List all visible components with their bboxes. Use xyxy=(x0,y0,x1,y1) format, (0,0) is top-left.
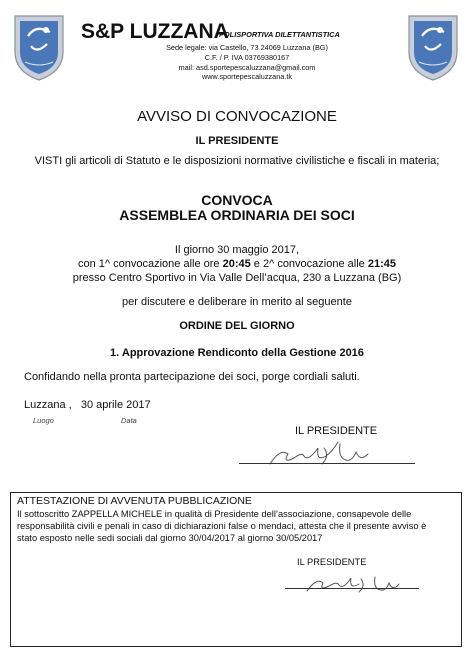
assembly-heading: ASSEMBLEA ORDINARIA DEI SOCI xyxy=(119,207,355,223)
tax-id-line: C.F. / P. IVA 03769380167 xyxy=(204,53,290,62)
attestation-line: Il sottoscritto ZAPPELLA MICHELE in qualità di Presidente dell’associazione, consapevole delle xyxy=(17,509,412,519)
agenda-heading: ORDINE DEL GIORNO xyxy=(179,320,295,332)
attestation-signature xyxy=(301,569,411,597)
signature-line xyxy=(239,463,415,464)
closing-greeting: Confidando nella pronta partecipazione dei soci, porge cordiali saluti. xyxy=(24,371,360,383)
place-label: Luogo xyxy=(33,416,54,425)
attestation-title: ATTESTAZIONE DI AVVENUTA PUBBLICAZIONE xyxy=(17,495,252,507)
attestation-signature-label: IL PRESIDENTE xyxy=(297,557,367,567)
notice-title: AVVISO DI CONVOCAZIONE xyxy=(137,108,337,125)
convocation-first-text: con 1^ convocazione alle ore xyxy=(78,258,223,270)
convoca-heading: CONVOCA xyxy=(201,192,273,208)
website-line: www.sportepescaluzzana.tk xyxy=(201,72,293,81)
address-line: Sede legale: via Castello, 73 24069 Luzzana (BG) xyxy=(166,43,328,52)
organization-subtitle: POLISPORTIVA DILETTANTISTICA xyxy=(219,30,340,39)
first-convocation-time: 20:45 xyxy=(222,258,251,270)
meeting-location: presso Centro Sportivo in Via Valle Dell’acqua, 230 a Luzzana (BG) xyxy=(72,272,402,284)
place-and-date: Luzzana , 30 aprile 2017 xyxy=(24,399,151,411)
attestation-line: stato esposto nelle sedi sociali dal giorno 30/04/2017 al giorno 30/05/2017 xyxy=(17,532,323,543)
president-signature xyxy=(262,436,382,470)
organization-name: S&P LUZZANA xyxy=(81,20,229,43)
convocation-times xyxy=(0,258,474,270)
convocation-second-text: e 2^ convocazione alle xyxy=(250,258,368,270)
agenda-item: 1. Approvazione Rendiconto della Gestione 2016 xyxy=(110,347,364,359)
meeting-date: Il giorno 30 maggio 2017, xyxy=(174,244,300,256)
visti-paragraph: VISTI gli articoli di Statuto e le disposizioni normative civilistiche e fiscali in materia; xyxy=(34,155,440,167)
attestation-signature-line xyxy=(285,588,419,589)
president-heading: IL PRESIDENTE xyxy=(195,135,279,147)
signature-label: IL PRESIDENTE xyxy=(295,425,378,437)
date-label: Data xyxy=(121,416,137,425)
attestation-line: responsabilità civili e penali in caso di dichiarazioni false o mendaci, attesta che il presente avviso è xyxy=(17,520,427,531)
email-line: mail: asd.sportepescaluzzana@gmail.com xyxy=(178,62,316,72)
letterhead xyxy=(0,0,474,96)
publication-attestation-box xyxy=(10,492,462,647)
meeting-purpose: per discutere e deliberare in merito al seguente xyxy=(122,296,352,308)
club-logo-left xyxy=(11,12,67,82)
club-logo-right xyxy=(405,12,461,82)
second-convocation-time: 21:45 xyxy=(367,258,396,270)
